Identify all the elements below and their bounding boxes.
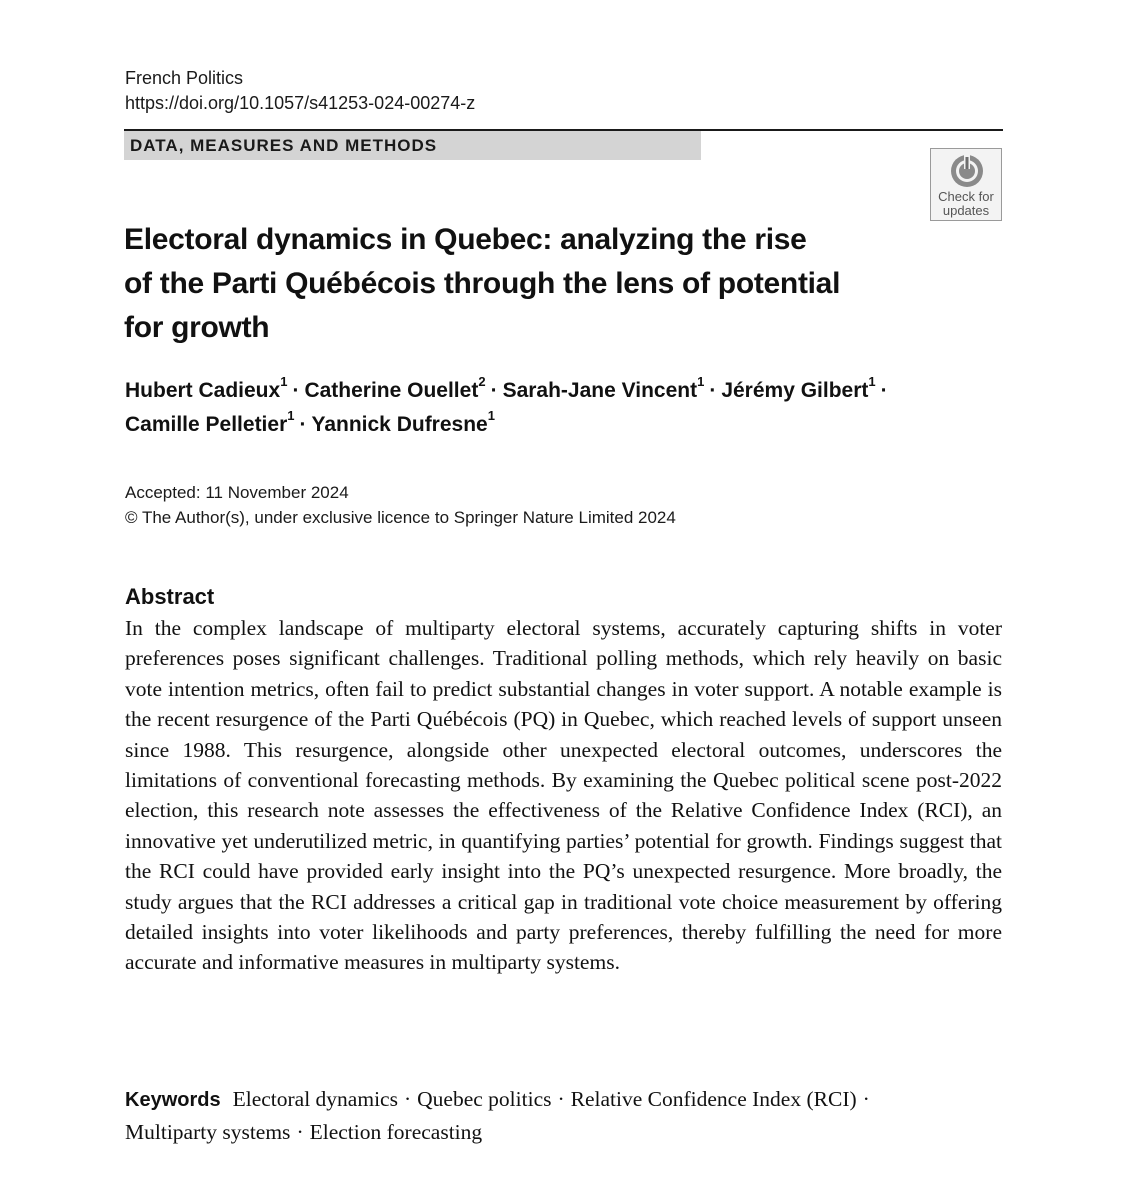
journal-name: French Politics xyxy=(125,68,244,88)
article-meta xyxy=(125,480,676,530)
author-affiliation: 1 xyxy=(697,374,705,389)
author-name[interactable]: Catherine Ouellet xyxy=(304,379,479,402)
author-name[interactable]: Jérémy Gilbert xyxy=(721,379,869,402)
section-label: DATA, MEASURES AND METHODS xyxy=(130,136,438,155)
keyword-separator: · xyxy=(296,1120,304,1144)
abstract-heading: Abstract xyxy=(125,584,215,609)
author-affiliation: 1 xyxy=(287,408,295,423)
author-separator: · xyxy=(490,379,498,402)
title-line-1: Electoral dynamics in Quebec: analyzing the rise xyxy=(124,223,807,256)
section-band xyxy=(124,131,701,160)
author-affiliation: 1 xyxy=(868,374,876,389)
author-line-1 xyxy=(125,374,1005,408)
keyword-separator: · xyxy=(862,1087,870,1111)
author-line-2 xyxy=(125,408,1005,442)
author-separator: · xyxy=(292,379,300,402)
badge-label-line2: updates xyxy=(942,203,990,218)
article-title xyxy=(124,218,864,350)
keyword-item: Relative Confidence Index (RCI) xyxy=(570,1087,857,1111)
keyword-separator: · xyxy=(403,1087,412,1111)
journal-header xyxy=(125,66,475,116)
abstract-text: In the complex landscape of multiparty electoral systems, accurately capturing shifts in voter preferences poses significant challenges. Traditional polling methods, which rely heavily on basic vote intention metrics, often fail to predict substantial changes in voter support. A notable example is the recent resurgence of the Parti Québécois (PQ) in Quebec, which reached levels of support unseen since 1988. This resurgence, alongside other unexpected electoral outcomes, underscores the limitations of conventional forecasting methods. By examining the Quebec political scene post-2022 election, this research note assesses the effectiveness of the Relative Confidence Index (RCI), an innovative yet underutilized metric, in quantifying parties’ potential for growth. Findings suggest that the RCI could have provided early insight into the PQ’s unexpected resurgence. More broadly, the study argues that the RCI addresses a critical gap in traditional vote choice measurement by offering detailed insights into voter likelihoods and party preferences, thereby fulfilling the need for more accurate and informative measures in multiparty systems. xyxy=(125,616,1002,975)
title-line-2: of the Parti Québécois through the lens of potential xyxy=(124,267,841,300)
keyword-separator: · xyxy=(557,1087,565,1111)
keyword-item: Electoral dynamics xyxy=(232,1087,398,1111)
author-separator: · xyxy=(880,379,888,402)
keywords xyxy=(125,1083,1005,1148)
badge-label-line1: Check for xyxy=(938,189,994,204)
author-name[interactable]: Yannick Dufresne xyxy=(311,413,488,436)
accepted-date: Accepted: 11 November 2024 xyxy=(125,483,349,502)
keyword-item: Multiparty systems xyxy=(125,1120,291,1144)
keyword-item: Quebec politics xyxy=(417,1087,552,1111)
author-separator: · xyxy=(299,413,307,436)
author-name[interactable]: Hubert Cadieux xyxy=(125,379,281,402)
copyright-notice: © The Author(s), under exclusive licence to Springer Nature Limited 2024 xyxy=(125,508,676,527)
author-affiliation: 1 xyxy=(487,408,495,423)
author-affiliation: 2 xyxy=(478,374,486,389)
author-name[interactable]: Sarah-Jane Vincent xyxy=(502,379,698,402)
doi-link[interactable]: https://doi.org/10.1057/s41253-024-00274-z xyxy=(125,93,476,113)
author-affiliation: 1 xyxy=(280,374,288,389)
author-name[interactable]: Camille Pelletier xyxy=(125,413,288,436)
check-for-updates-icon xyxy=(949,153,985,189)
title-line-3: for growth xyxy=(124,311,270,344)
keywords-label: Keywords xyxy=(125,1089,221,1111)
keyword-item: Election forecasting xyxy=(309,1120,483,1144)
author-list xyxy=(125,374,1005,442)
author-separator: · xyxy=(709,379,717,402)
check-for-updates-badge[interactable] xyxy=(930,148,1002,221)
